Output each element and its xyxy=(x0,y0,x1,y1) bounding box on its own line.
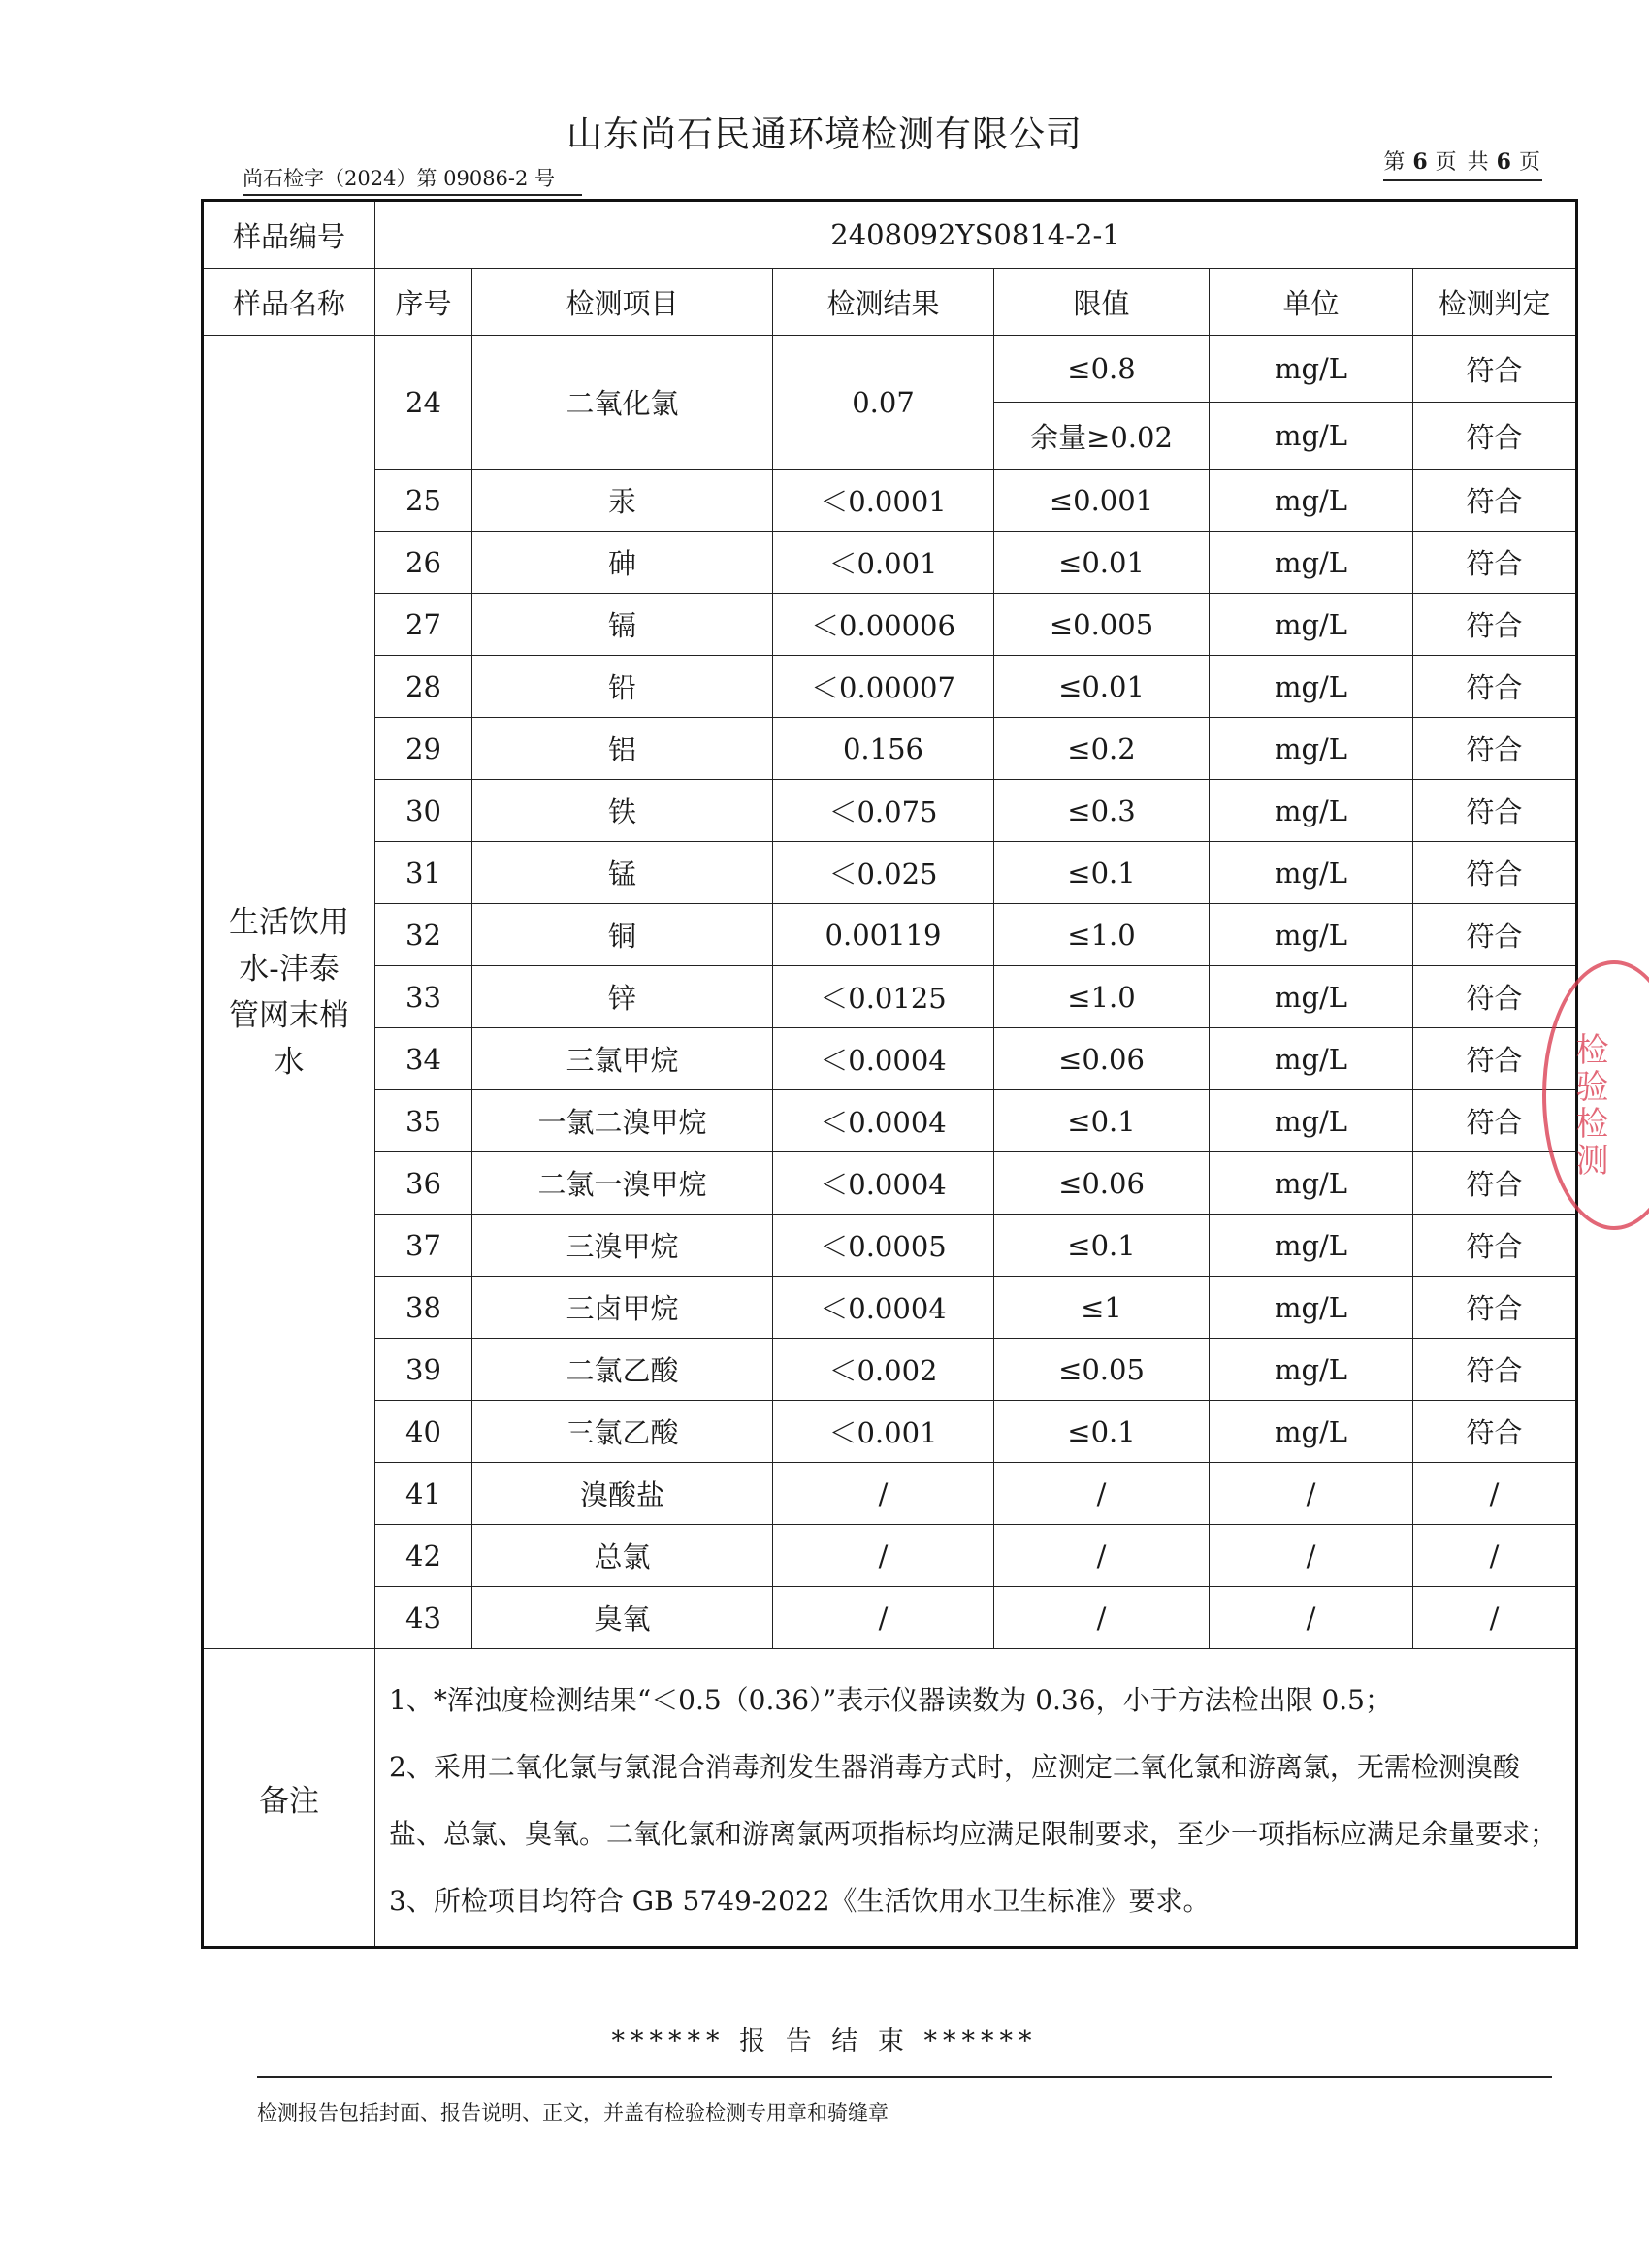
row-limit: ≤1.0 xyxy=(994,966,1210,1028)
row-no: 26 xyxy=(375,532,472,594)
row-unit: mg/L xyxy=(1210,1028,1413,1090)
row-result: 0.156 xyxy=(773,718,994,780)
row-no: 33 xyxy=(375,966,472,1028)
row-result: 0.00119 xyxy=(773,904,994,966)
col-header-no: 序号 xyxy=(375,269,472,336)
row-unit: mg/L xyxy=(1210,1339,1413,1401)
row-no: 38 xyxy=(375,1277,472,1339)
row-result: ＜0.0005 xyxy=(773,1215,994,1277)
row-verdict: 符合 xyxy=(1413,594,1577,656)
sample-number-row xyxy=(203,201,1577,269)
row-result: ＜0.00007 xyxy=(773,656,994,718)
footer-note: 检测报告包括封面、报告说明、正文，并盖有检验检测专用章和骑缝章 xyxy=(257,2101,889,2124)
table-row xyxy=(203,842,1577,904)
row-verdict: / xyxy=(1413,1587,1577,1649)
page-indicator xyxy=(1383,146,1542,181)
row-item: 砷 xyxy=(472,532,773,594)
row-limit: ≤0.1 xyxy=(994,1090,1210,1152)
col-header-sample-name: 样品名称 xyxy=(203,269,375,336)
row-verdict: 符合 xyxy=(1413,532,1577,594)
row-unit: mg/L xyxy=(1210,966,1413,1028)
row-unit: mg/L xyxy=(1210,1215,1413,1277)
row-no: 24 xyxy=(375,336,472,470)
row-result: ＜0.0125 xyxy=(773,966,994,1028)
note-line: 1、*浑浊度检测结果“＜0.5（0.36）”表示仪器读数为 0.36，小于方法检出限 0.5； xyxy=(389,1684,1392,1716)
row-no: 39 xyxy=(375,1339,472,1401)
row-result: ＜0.0004 xyxy=(773,1152,994,1215)
row-result: ＜0.002 xyxy=(773,1339,994,1401)
company-title: 山东尚石民通环境检测有限公司 xyxy=(566,113,1083,155)
row-no: 41 xyxy=(375,1463,472,1525)
notes-content xyxy=(375,1649,1577,1948)
row-unit: mg/L xyxy=(1210,780,1413,842)
row-unit: / xyxy=(1210,1525,1413,1587)
table-row xyxy=(203,656,1577,718)
sample-name-cell xyxy=(203,336,375,1649)
table-row xyxy=(203,1152,1577,1215)
sample-name-line: 生活饮用 xyxy=(229,904,349,940)
row-unit: mg/L xyxy=(1210,1401,1413,1463)
row-unit: / xyxy=(1210,1587,1413,1649)
row-limit: ≤0.01 xyxy=(994,532,1210,594)
row-item: 二氯乙酸 xyxy=(472,1339,773,1401)
row-verdict: 符合 xyxy=(1413,1152,1577,1215)
row-limit: ≤0.001 xyxy=(994,470,1210,532)
row-limit: / xyxy=(994,1463,1210,1525)
row-unit: mg/L xyxy=(1210,656,1413,718)
row-item: 铜 xyxy=(472,904,773,966)
row-unit: mg/L xyxy=(1210,1090,1413,1152)
sample-name-line: 水-沣泰 xyxy=(239,951,340,987)
row-item: 锰 xyxy=(472,842,773,904)
row-unit: mg/L xyxy=(1210,718,1413,780)
row-limit: ≤1 xyxy=(994,1277,1210,1339)
sample-number-value: 2408092YS0814-2-1 xyxy=(375,201,1577,269)
row-limit: ≤0.8 xyxy=(994,336,1210,403)
row-unit: / xyxy=(1210,1463,1413,1525)
page-current: 6 xyxy=(1412,149,1430,175)
row-limit: 余量≥0.02 xyxy=(994,403,1210,470)
row-result: ＜0.0004 xyxy=(773,1090,994,1152)
table-row xyxy=(203,1339,1577,1401)
row-no: 43 xyxy=(375,1587,472,1649)
sample-number-label: 样品编号 xyxy=(203,201,375,269)
row-verdict: 符合 xyxy=(1413,403,1577,470)
row-limit: ≤0.3 xyxy=(994,780,1210,842)
row-unit: mg/L xyxy=(1210,470,1413,532)
page-prefix: 第 xyxy=(1383,150,1407,175)
row-result: / xyxy=(773,1463,994,1525)
row-limit: ≤1.0 xyxy=(994,904,1210,966)
row-unit: mg/L xyxy=(1210,594,1413,656)
row-no: 40 xyxy=(375,1401,472,1463)
row-item: 锌 xyxy=(472,966,773,1028)
row-no: 25 xyxy=(375,470,472,532)
row-result: ＜0.075 xyxy=(773,780,994,842)
row-no: 35 xyxy=(375,1090,472,1152)
row-verdict: / xyxy=(1413,1525,1577,1587)
row-no: 32 xyxy=(375,904,472,966)
table-row xyxy=(203,1277,1577,1339)
note-line: 2、采用二氧化氯与氯混合消毒剂发生器消毒方式时，应测定二氧化氯和游离氯，无需检测溴酸盐、总氯、臭氧。二氧化氯和游离氯两项指标均应满足限制要求，至少一项指标应满足余量要求； xyxy=(389,1751,1558,1850)
table-row xyxy=(203,1525,1577,1587)
row-verdict: 符合 xyxy=(1413,904,1577,966)
col-header-verdict: 检测判定 xyxy=(1413,269,1577,336)
table-row xyxy=(203,1401,1577,1463)
row-no: 31 xyxy=(375,842,472,904)
page-suffix: 页 xyxy=(1518,150,1542,175)
row-result: ＜0.0004 xyxy=(773,1277,994,1339)
row-result: / xyxy=(773,1525,994,1587)
row-unit: mg/L xyxy=(1210,336,1413,403)
row-result: ＜0.0004 xyxy=(773,1028,994,1090)
row-item: 臭氧 xyxy=(472,1587,773,1649)
row-no: 34 xyxy=(375,1028,472,1090)
row-result: / xyxy=(773,1587,994,1649)
table-row xyxy=(203,594,1577,656)
row-verdict: 符合 xyxy=(1413,1339,1577,1401)
table-row xyxy=(203,1463,1577,1525)
table-row xyxy=(203,780,1577,842)
page-total: 6 xyxy=(1496,149,1513,175)
table-row xyxy=(203,532,1577,594)
row-unit: mg/L xyxy=(1210,842,1413,904)
table-row xyxy=(203,1028,1577,1090)
row-verdict: / xyxy=(1413,1463,1577,1525)
row-verdict: 符合 xyxy=(1413,1277,1577,1339)
row-verdict: 符合 xyxy=(1413,718,1577,780)
row-limit: ≤0.06 xyxy=(994,1152,1210,1215)
row-limit: ≤0.2 xyxy=(994,718,1210,780)
table-row xyxy=(203,1587,1577,1649)
row-no: 42 xyxy=(375,1525,472,1587)
row-limit: / xyxy=(994,1525,1210,1587)
row-result: ＜0.001 xyxy=(773,532,994,594)
row-verdict: 符合 xyxy=(1413,1215,1577,1277)
notes-row xyxy=(203,1649,1577,1948)
row-item: 三卤甲烷 xyxy=(472,1277,773,1339)
row-limit: ≤0.1 xyxy=(994,842,1210,904)
row-no: 27 xyxy=(375,594,472,656)
row-result: ＜0.0001 xyxy=(773,470,994,532)
row-item: 溴酸盐 xyxy=(472,1463,773,1525)
row-verdict: 符合 xyxy=(1413,1401,1577,1463)
row-item: 铅 xyxy=(472,656,773,718)
table-row xyxy=(203,1090,1577,1152)
row-unit: mg/L xyxy=(1210,1277,1413,1339)
report-number: 尚石检字（2024）第 09086-2 号 xyxy=(242,163,582,196)
column-header-row xyxy=(203,269,1577,336)
table-row xyxy=(203,904,1577,966)
row-item: 铁 xyxy=(472,780,773,842)
row-item: 二氯一溴甲烷 xyxy=(472,1152,773,1215)
table-row xyxy=(203,718,1577,780)
table-row xyxy=(203,1215,1577,1277)
results-table xyxy=(201,199,1578,1949)
row-result: ＜0.025 xyxy=(773,842,994,904)
row-result: ＜0.00006 xyxy=(773,594,994,656)
note-line: 3、所检项目均符合 GB 5749-2022《生活饮用水卫生标准》要求。 xyxy=(389,1885,1211,1917)
col-header-limit: 限值 xyxy=(994,269,1210,336)
row-limit: / xyxy=(994,1587,1210,1649)
row-limit: ≤0.1 xyxy=(994,1215,1210,1277)
row-unit: mg/L xyxy=(1210,403,1413,470)
row-item: 二氧化氯 xyxy=(472,336,773,470)
stamp-text: 检验检测 xyxy=(1569,1032,1608,1180)
row-verdict: 符合 xyxy=(1413,336,1577,403)
row-no: 28 xyxy=(375,656,472,718)
sample-name-line: 管网末梢 xyxy=(229,997,349,1033)
row-verdict: 符合 xyxy=(1413,470,1577,532)
row-limit: ≤0.01 xyxy=(994,656,1210,718)
row-item: 铝 xyxy=(472,718,773,780)
row-verdict: 符合 xyxy=(1413,842,1577,904)
table-row xyxy=(203,470,1577,532)
table-row xyxy=(203,336,1577,403)
row-no: 30 xyxy=(375,780,472,842)
row-result: ＜0.001 xyxy=(773,1401,994,1463)
row-unit: mg/L xyxy=(1210,1152,1413,1215)
row-no: 36 xyxy=(375,1152,472,1215)
row-no: 37 xyxy=(375,1215,472,1277)
sample-name-line: 水 xyxy=(274,1044,305,1080)
row-item: 三溴甲烷 xyxy=(472,1215,773,1277)
row-no: 29 xyxy=(375,718,472,780)
table-row xyxy=(203,966,1577,1028)
row-verdict: 符合 xyxy=(1413,780,1577,842)
page-middle: 页 共 xyxy=(1435,150,1491,175)
footer-divider xyxy=(257,2076,1552,2078)
row-unit: mg/L xyxy=(1210,532,1413,594)
row-limit: ≤0.05 xyxy=(994,1339,1210,1401)
report-end-mark: ****** 报 告 结 束 ****** xyxy=(611,2026,1038,2057)
col-header-item: 检测项目 xyxy=(472,269,773,336)
row-item: 总氯 xyxy=(472,1525,773,1587)
col-header-unit: 单位 xyxy=(1210,269,1413,336)
row-unit: mg/L xyxy=(1210,904,1413,966)
row-result: 0.07 xyxy=(773,336,994,470)
row-item: 汞 xyxy=(472,470,773,532)
row-limit: ≤0.1 xyxy=(994,1401,1210,1463)
row-verdict: 符合 xyxy=(1413,1028,1577,1090)
row-verdict: 符合 xyxy=(1413,656,1577,718)
row-item: 三氯乙酸 xyxy=(472,1401,773,1463)
row-verdict: 符合 xyxy=(1413,966,1577,1028)
notes-label: 备注 xyxy=(203,1649,375,1948)
row-item: 一氯二溴甲烷 xyxy=(472,1090,773,1152)
row-verdict: 符合 xyxy=(1413,1090,1577,1152)
row-limit: ≤0.005 xyxy=(994,594,1210,656)
col-header-result: 检测结果 xyxy=(773,269,994,336)
row-item: 三氯甲烷 xyxy=(472,1028,773,1090)
row-limit: ≤0.06 xyxy=(994,1028,1210,1090)
row-item: 镉 xyxy=(472,594,773,656)
